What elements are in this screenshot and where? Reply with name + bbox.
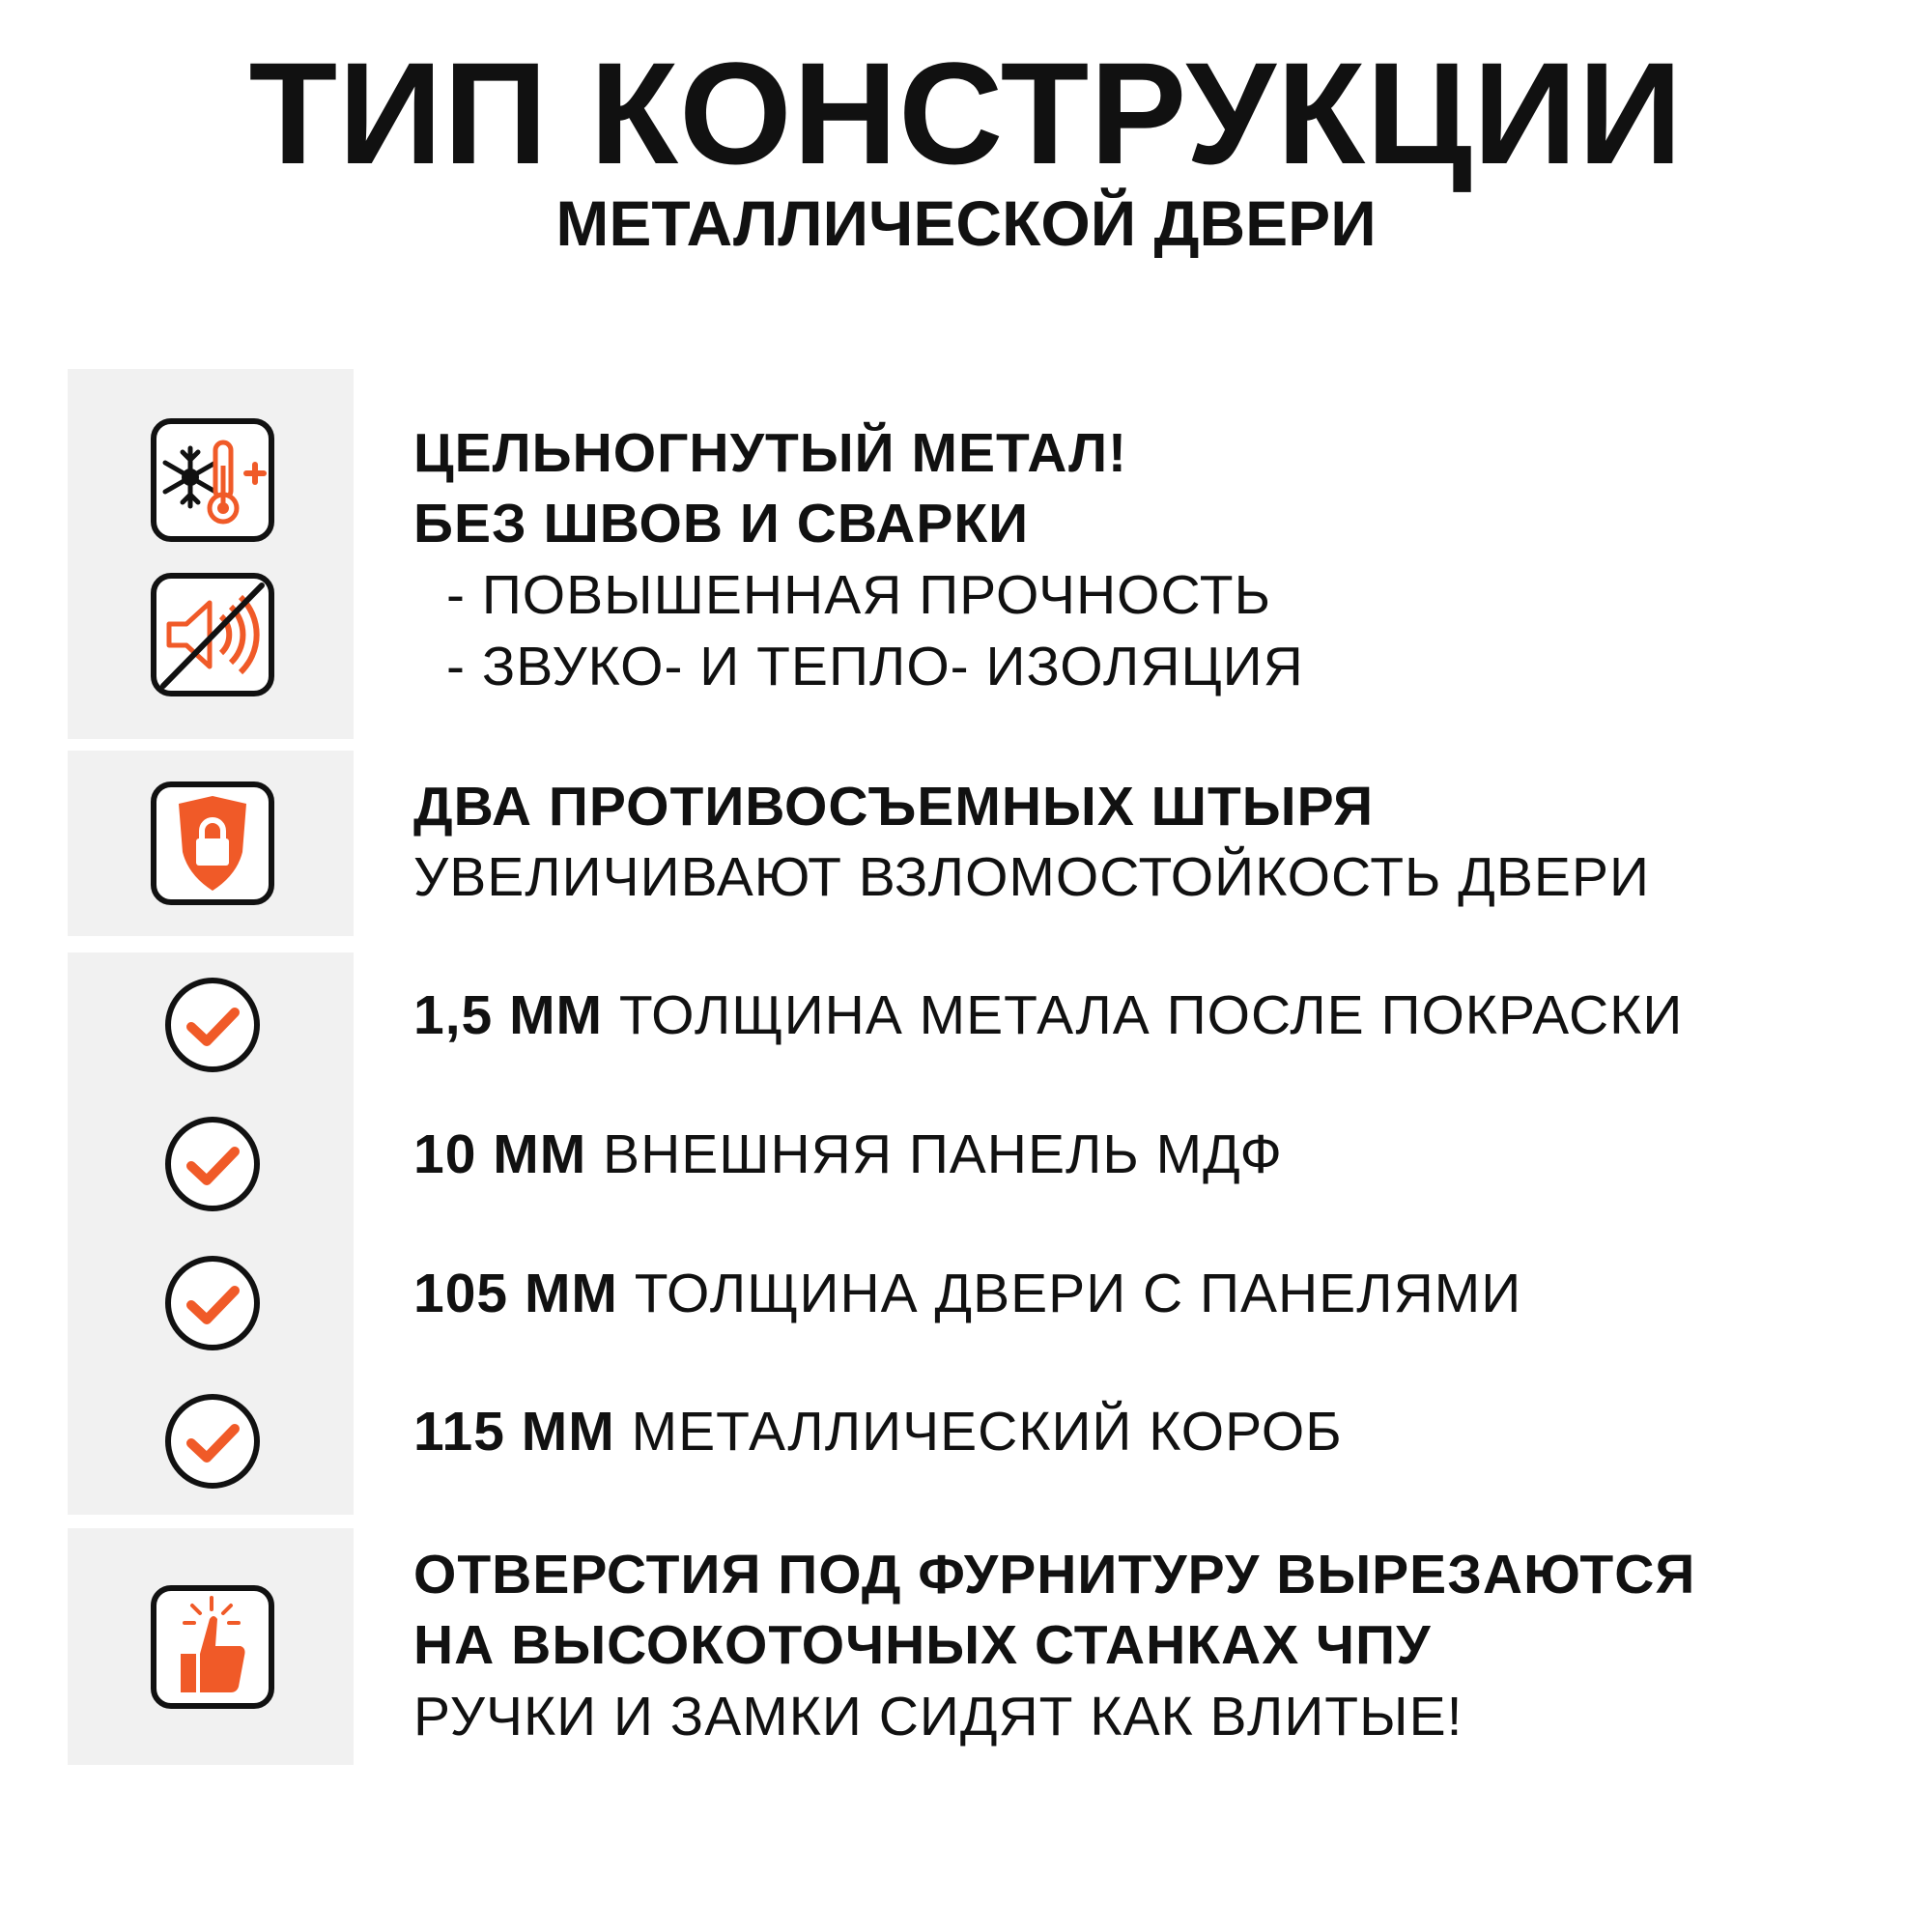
- spec-text: МЕТАЛЛИЧЕСКИЙ КОРОБ: [631, 1401, 1343, 1463]
- construction-bullet-insulation: - ЗВУКО- И ТЕПЛО- ИЗОЛЯЦИЯ: [446, 636, 1304, 697]
- spec-item: [413, 1123, 1283, 1185]
- spec-text: ВНЕШНЯЯ ПАНЕЛЬ МДФ: [603, 1123, 1283, 1185]
- page-title: ТИП КОНСТРУКЦИИ: [248, 32, 1684, 194]
- construction-line-2: БЕЗ ШВОВ И СВАРКИ: [413, 493, 1030, 554]
- spec-text: ТОЛЩИНА ДВЕРИ С ПАНЕЛЯМИ: [634, 1263, 1522, 1324]
- spec-item: [413, 1401, 1343, 1463]
- checkmark-circle-icon: [163, 1392, 262, 1491]
- cnc-line-3: РУЧКИ И ЗАМКИ СИДЯТ КАК ВЛИТЫЕ!: [413, 1686, 1463, 1747]
- cnc-line-2: НА ВЫСОКОТОЧНЫХ СТАНКАХ ЧПУ: [413, 1614, 1432, 1676]
- checkmark-circle-icon: [163, 1254, 262, 1352]
- checkmark-circle-icon: [163, 1115, 262, 1213]
- pins-text: УВЕЛИЧИВАЮТ ВЗЛОМОСТОЙКОСТЬ ДВЕРИ: [413, 846, 1650, 908]
- spec-item: [413, 1263, 1522, 1324]
- spec-value: 105 ММ: [413, 1263, 618, 1324]
- spec-value: 10 ММ: [413, 1123, 587, 1185]
- spec-text: ТОЛЩИНА МЕТАЛА ПОСЛЕ ПОКРАСКИ: [618, 984, 1684, 1046]
- spec-value: 1,5 ММ: [413, 984, 604, 1046]
- thumbs-up-icon: [150, 1584, 275, 1710]
- pins-heading: ДВА ПРОТИВОСЪЕМНЫХ ШТЫРЯ: [413, 776, 1375, 838]
- thermometer-snowflake-icon: [150, 417, 275, 543]
- shield-lock-icon: [150, 781, 275, 906]
- construction-line-1: ЦЕЛЬНОГНУТЫЙ МЕТАЛ!: [413, 422, 1128, 484]
- checkmark-circle-icon: [163, 976, 262, 1074]
- page-subtitle: МЕТАЛЛИЧЕСКОЙ ДВЕРИ: [555, 187, 1377, 259]
- spec-value: 115 ММ: [413, 1401, 615, 1463]
- sound-insulation-icon: [150, 572, 275, 697]
- construction-bullet-strength: - ПОВЫШЕННАЯ ПРОЧНОСТЬ: [446, 564, 1272, 626]
- cnc-line-1: ОТВЕРСТИЯ ПОД ФУРНИТУРУ ВЫРЕЗАЮТСЯ: [413, 1544, 1696, 1605]
- spec-item: [413, 984, 1684, 1046]
